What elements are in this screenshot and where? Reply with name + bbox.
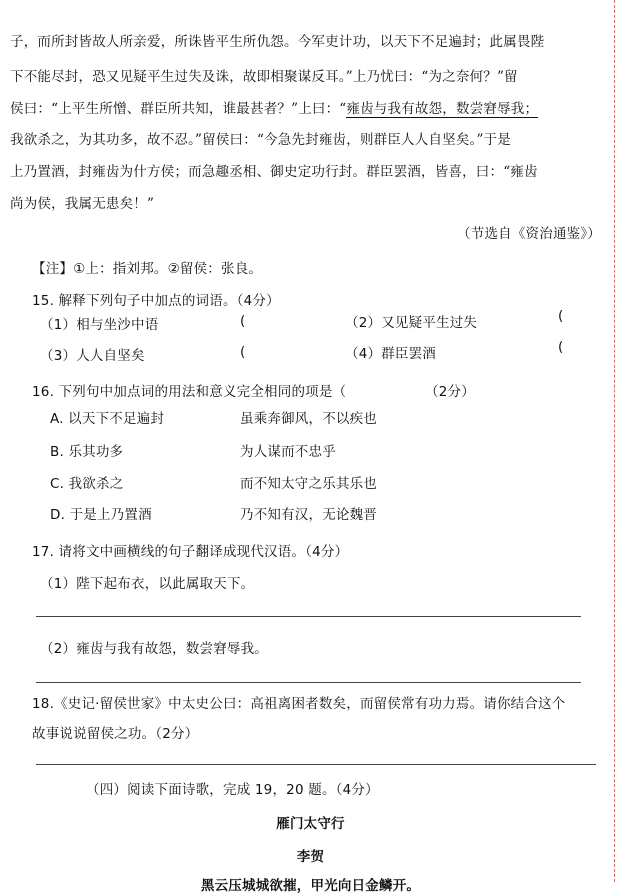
q18-answer-line[interactable] (36, 764, 596, 765)
q16-score: （2分） (425, 384, 475, 400)
page-edge-marker (613, 0, 615, 882)
q17-answer-line-2[interactable] (36, 682, 581, 683)
q16-option-b: B. 乐其功多 (50, 444, 124, 460)
q16-option-c-compare: 而不知太守之乐其乐也 (240, 476, 377, 492)
underlined-sentence: 雍齿与我有故怨，数尝窘辱我； (346, 101, 539, 117)
q17-title: 17. 请将文中画横线的句子翻译成现代汉语。（4分） (32, 544, 349, 560)
passage-line-3-text: 侯曰：“上平生所憎、群臣所共知，谁最甚者？”上曰：“ (10, 101, 347, 117)
poem-first-line: 黑云压城城欲摧，甲光向日金鳞开。 (200, 878, 421, 894)
annotation-note: 【注】①上：指刘邦。②留侯：张良。 (32, 261, 263, 277)
poem-author: 李贺 (296, 849, 325, 865)
q15-blank-3[interactable]: ( (240, 344, 246, 360)
passage-line-5: 上乃置酒，封雍齿为什方侯；而急趣丞相、御史定功行封。群臣罢酒，皆喜，曰：“雍齿 (10, 164, 538, 180)
passage-line-4: 我欲杀之，为其功多，故不忍。”留侯曰：“今急先封雍齿，则群臣人人自坚矣。”于是 (10, 132, 512, 148)
q15-title: 15. 解释下列句子中加点的词语。（4分） (32, 293, 280, 309)
q17-item-1: （1）陛下起布衣，以此属取天下。 (40, 576, 255, 592)
q15-blank-1[interactable]: ( (240, 313, 246, 329)
q15-blank-4[interactable]: ( (558, 339, 564, 355)
q17-item-2: （2）雍齿与我有故怨，数尝窘辱我。 (40, 641, 268, 657)
passage-line-3 (10, 97, 538, 117)
q16-option-a: A. 以天下不足遍封 (50, 411, 165, 427)
passage-line-6: 尚为侯，我属无患矣！” (10, 196, 155, 212)
q15-item-4: （4）群臣罢酒 (345, 346, 436, 362)
passage-source: （节选自《资治通鉴》） (457, 226, 601, 242)
q18-line-1: 18.《史记·留侯世家》中太史公曰：高祖离困者数矣，而留侯常有功力焉。请你结合这个 (32, 696, 566, 712)
q16-option-a-compare: 虽乘奔御风，不以疾也 (240, 411, 377, 427)
poem-title: 雁门太守行 (276, 816, 345, 832)
q16-option-b-compare: 为人谋而不忠乎 (240, 444, 336, 460)
q18-line-2: 故事说说留侯之功。（2分） (32, 726, 199, 742)
q16-option-d-compare: 乃不知有汉，无论魏晋 (240, 507, 377, 523)
passage-line-1: 子，而所封皆故人所亲爱，所诛皆平生所仇怨。今军吏计功，以天下不足遍封；此属畏陛 (10, 34, 545, 50)
passage-line-2: 下不能尽封，恐又见疑平生过失及诛，故即相聚谋反耳。”上乃忧曰：“为之奈何？”留 (10, 69, 518, 85)
q16-option-c: C. 我欲杀之 (50, 476, 124, 492)
q16-option-d: D. 于是上乃置酒 (50, 507, 152, 523)
section4-title: （四）阅读下面诗歌，完成 19，20 题。（4分） (86, 782, 379, 798)
q15-item-2: （2）又见疑平生过失 (345, 315, 478, 331)
q15-item-3: （3）人人自坚矣 (40, 348, 145, 364)
q15-blank-2[interactable]: ( (558, 308, 564, 324)
q16-title: 16. 下列句中加点词的用法和意义完全相同的项是（ (32, 384, 347, 400)
q17-answer-line-1[interactable] (36, 616, 581, 617)
q15-item-1: （1）相与坐沙中语 (40, 317, 159, 333)
